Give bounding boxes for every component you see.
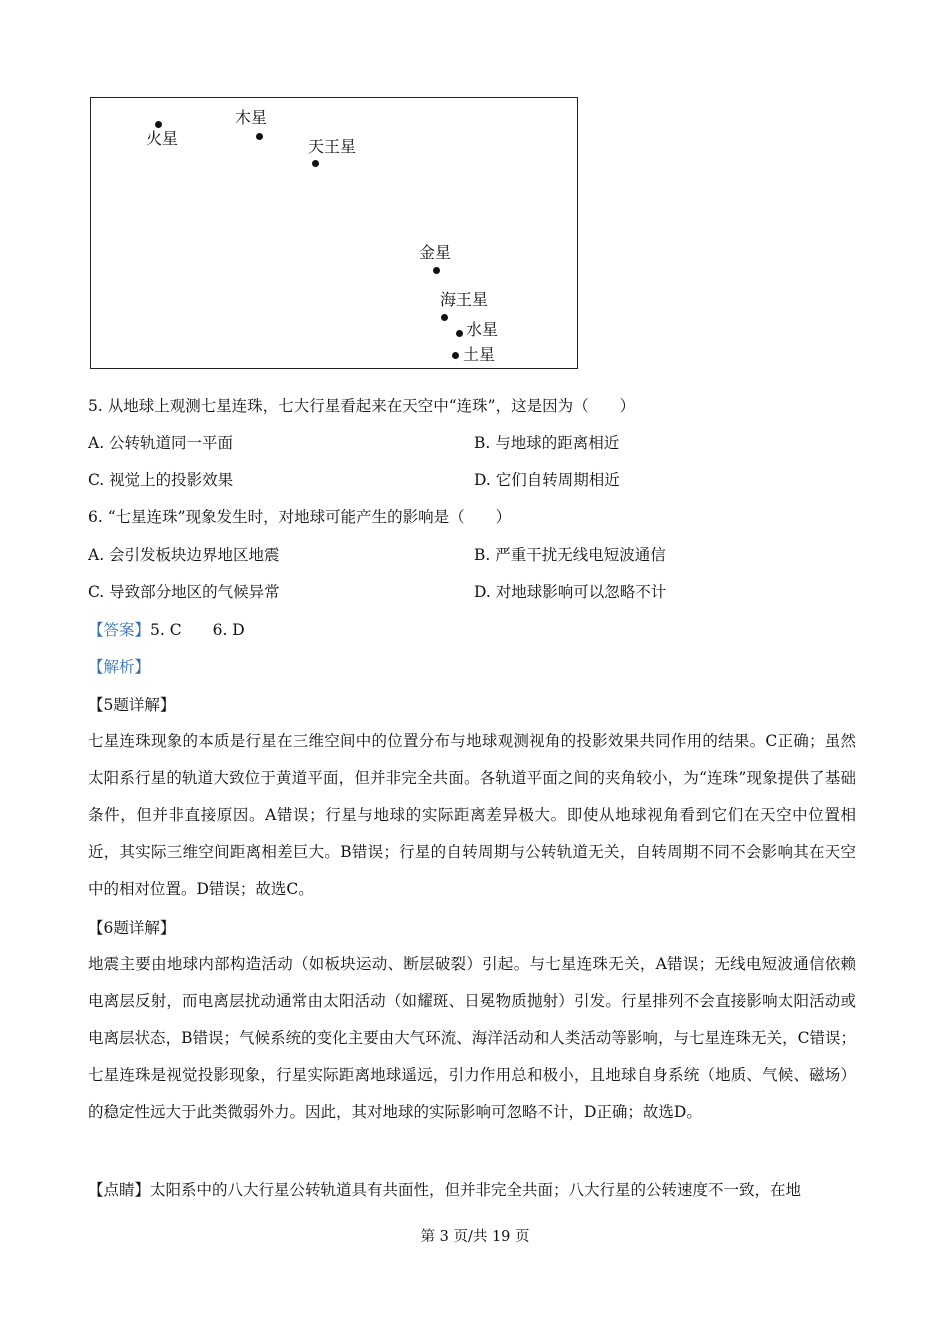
detail-6-text: 地震主要由地球内部构造活动（如板块运动、断层破裂）引起。与七星连珠无关，A错误；无线电短波通信依赖电离层反射，而电离层扰动通常由太阳活动（如耀斑、日冕物质抛射）引发。行星排列不会直接影响太阳活动或电离层状态，B错误；气候系统的变化主要由大气环流、海洋活动和人类活动等影响，与七星连珠无关，C错误；七星连珠是视觉投影现象，行星实际距离地球遥远，引力作用总和极小，且地球自身系统（地质、气候、磁场）的稳定性远大于此类微弱外力。因此，其对地球的实际影响可忽略不计，D正确；故选D。	[88, 955, 856, 1121]
planet-label: 金星	[419, 243, 452, 262]
planet-dot	[441, 314, 448, 321]
planet-alignment-figure	[90, 97, 578, 369]
planet-dot	[155, 121, 162, 128]
analysis-tag: 【解析】	[88, 658, 151, 676]
note-paragraph	[88, 1172, 856, 1209]
note-tag: 【点睛】	[88, 1181, 151, 1199]
planet-dot	[433, 267, 440, 274]
question-5-option-c: C. 视觉上的投影效果	[88, 471, 234, 489]
question-6-option-d: D. 对地球影响可以忽略不计	[474, 583, 667, 601]
planet-dot	[256, 133, 263, 140]
question-5-option-b: B. 与地球的距离相近	[474, 434, 620, 452]
detail-5-text: 七星连珠现象的本质是行星在三维空间中的位置分布与地球观测视角的投影效果共同作用的结果。C正确；虽然太阳系行星的轨道大致位于黄道平面，但并非完全共面。各轨道平面之间的夹角较小，为“连珠”现象提供了基础条件，但并非直接原因。A错误；行星与地球的实际距离差异极大。即使从地球视角看到它们在天空中位置相近，其实际三维空间距离相差巨大。B错误；行星的自转周期与公转轨道无关，自转周期不同不会影响其在天空中的相对位置。D错误；故选C。	[88, 732, 856, 898]
planet-dot	[312, 160, 319, 167]
question-5-option-d: D. 它们自转周期相近	[474, 471, 620, 489]
planet-label: 天王星	[308, 137, 357, 156]
detail-6-title: 【6题详解】	[88, 919, 176, 937]
planet-label: 土星	[463, 345, 496, 364]
question-5-option-a: A. 公转轨道同一平面	[88, 434, 234, 452]
answer-line	[88, 620, 245, 640]
planet-dot	[456, 330, 463, 337]
answer-text: 5. C 6. D	[150, 621, 245, 639]
question-6-option-c: C. 导致部分地区的气候异常	[88, 583, 280, 601]
planet-label: 木星	[235, 108, 268, 127]
planet-dot	[452, 352, 459, 359]
question-6-option-b: B. 严重干扰无线电短波通信	[474, 546, 666, 564]
question-6-stem: 6. “七星连珠”现象发生时，对地球可能产生的影响是（ ）	[88, 508, 512, 526]
note-text: 太阳系中的八大行星公转轨道具有共面性，但并非完全共面；八大行星的公转速度不一致，在地	[150, 1181, 802, 1199]
detail-5-title: 【5题详解】	[88, 696, 176, 714]
planet-label: 火星	[146, 129, 179, 148]
question-5-stem: 5. 从地球上观测七星连珠，七大行星看起来在天空中“连珠”，这是因为（ ）	[88, 397, 636, 415]
planet-label: 海王星	[440, 290, 489, 309]
page-footer: 第 3 页/共 19 页	[420, 1229, 530, 1245]
planet-label: 水星	[466, 320, 499, 339]
answer-tag: 【答案】	[88, 621, 151, 639]
question-6-option-a: A. 会引发板块边界地区地震	[88, 546, 280, 564]
